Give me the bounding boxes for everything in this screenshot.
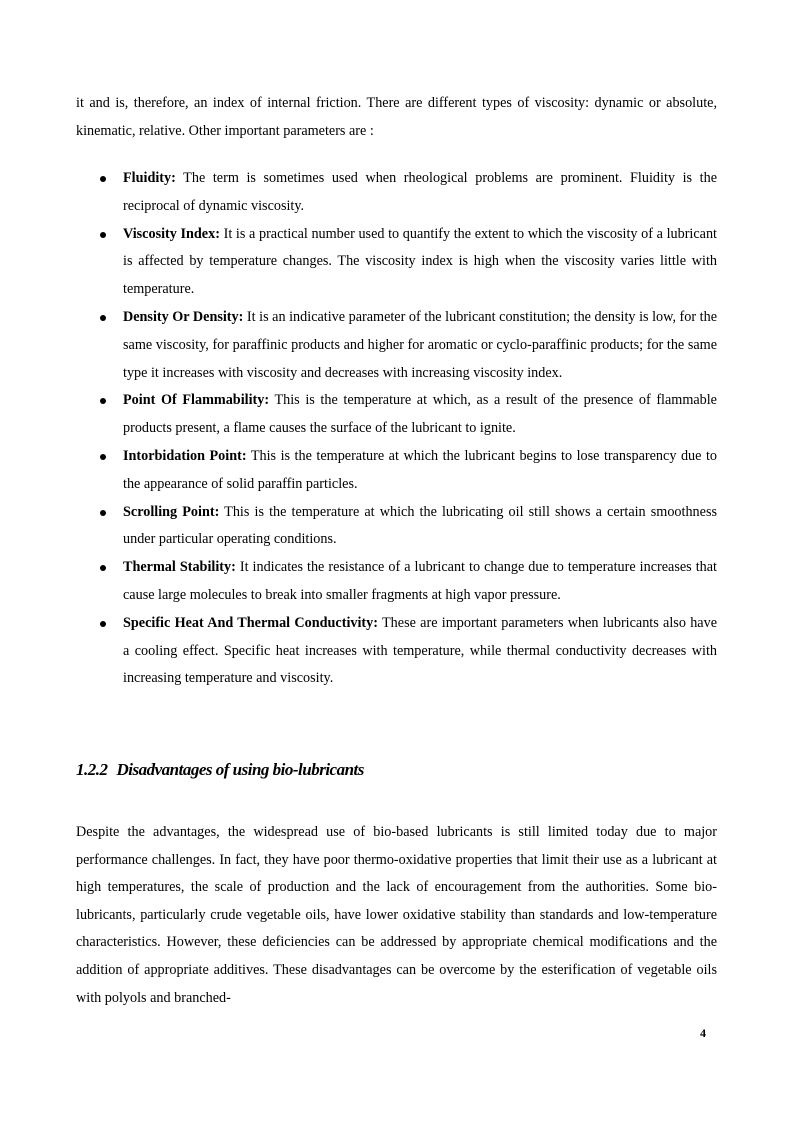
list-item bbox=[76, 165, 717, 221]
list-item bbox=[76, 387, 717, 443]
bullet-icon bbox=[100, 398, 106, 404]
page-number: 4 bbox=[700, 1026, 706, 1040]
list-item bbox=[76, 443, 717, 499]
bullet-term: Point Of Flammability: bbox=[123, 392, 270, 409]
bullet-text: This is the temperature at which the lubricant begins to lose transparency due to the appearance of solid paraffin particles. bbox=[123, 447, 717, 492]
section-number: 1.2.2 bbox=[76, 760, 108, 779]
bullet-term: Viscosity Index: bbox=[123, 225, 220, 242]
bullet-icon bbox=[100, 315, 106, 321]
list-item bbox=[76, 554, 717, 610]
bullet-icon bbox=[100, 565, 106, 571]
bullet-term: Intorbidation Point: bbox=[123, 447, 247, 464]
bullet-icon bbox=[100, 232, 106, 238]
section-title: Disadvantages of using bio-lubricants bbox=[116, 760, 364, 779]
document-page bbox=[76, 90, 717, 1006]
bullet-icon bbox=[100, 176, 106, 182]
list-item bbox=[76, 304, 717, 387]
bullet-term: Scrolling Point: bbox=[123, 503, 220, 520]
section-heading bbox=[76, 760, 364, 780]
bullet-term: Density Or Density: bbox=[123, 308, 244, 325]
bullet-icon bbox=[100, 454, 106, 460]
bullet-text: It indicates the resistance of a lubricant to change due to temperature increases that cause large molecules to break into smaller fragments at high vapor pressure. bbox=[123, 559, 717, 603]
bullet-term: Thermal Stability: bbox=[123, 559, 236, 576]
bullet-term: Specific Heat And Thermal Conductivity: bbox=[123, 614, 378, 631]
bullet-icon bbox=[100, 621, 106, 627]
bullet-text: It is an indicative parameter of the lubricant constitution; the density is low, for the same viscosity, for paraffinic products and higher for aromatic or cyclo-paraffinic products; for the same type it increases with viscosity and decreases with increasing viscosity index. bbox=[123, 308, 717, 381]
bullet-text: This is the temperature at which the lubricating oil still shows a certain smoothness under particular operating conditions. bbox=[123, 503, 717, 548]
intro-paragraph: it and is, therefore, an index of internal friction. There are different types of viscosity: dynamic or absolute, kinematic, relative. Other important parameters are : bbox=[76, 95, 717, 139]
bullet-text: The term is sometimes used when rheological problems are prominent. Fluidity is the reciprocal of dynamic viscosity. bbox=[123, 170, 717, 214]
bullet-text: It is a practical number used to quantify the extent to which the viscosity of a lubricant is affected by temperature changes. The viscosity index is high when the viscosity varies little with temperature. bbox=[123, 225, 717, 298]
bullet-term: Fluidity: bbox=[123, 170, 176, 186]
parameters-list bbox=[76, 165, 717, 693]
list-item bbox=[76, 610, 717, 693]
bullet-text: These are important parameters when lubricants also have a cooling effect. Specific heat increases with temperature, while thermal conductivity decreases with increasing temperature and viscosity. bbox=[123, 614, 717, 687]
bullet-icon bbox=[100, 510, 106, 516]
section-paragraph: Despite the advantages, the widespread use of bio-based lubricants is still limited today due to major performance challenges. In fact, they have poor thermo-oxidative properties that limit their use as a lubricant at high temperatures, the scale of production and the lack of encouragement from the authorities. Some bio-lubricants, particularly crude vegetable oils, have lower oxidative stability than standards and low-temperature characteristics. However, these deficiencies can be addressed by appropriate chemical modifications and the addition of appropriate additives. These disadvantages can be overcome by the esterification of vegetable oils with polyols and branched- bbox=[76, 824, 717, 1006]
bullet-text: This is the temperature at which, as a result of the presence of flammable products present, a flame causes the surface of the lubricant to ignite. bbox=[123, 392, 717, 437]
list-item bbox=[76, 499, 717, 555]
list-item bbox=[76, 221, 717, 304]
